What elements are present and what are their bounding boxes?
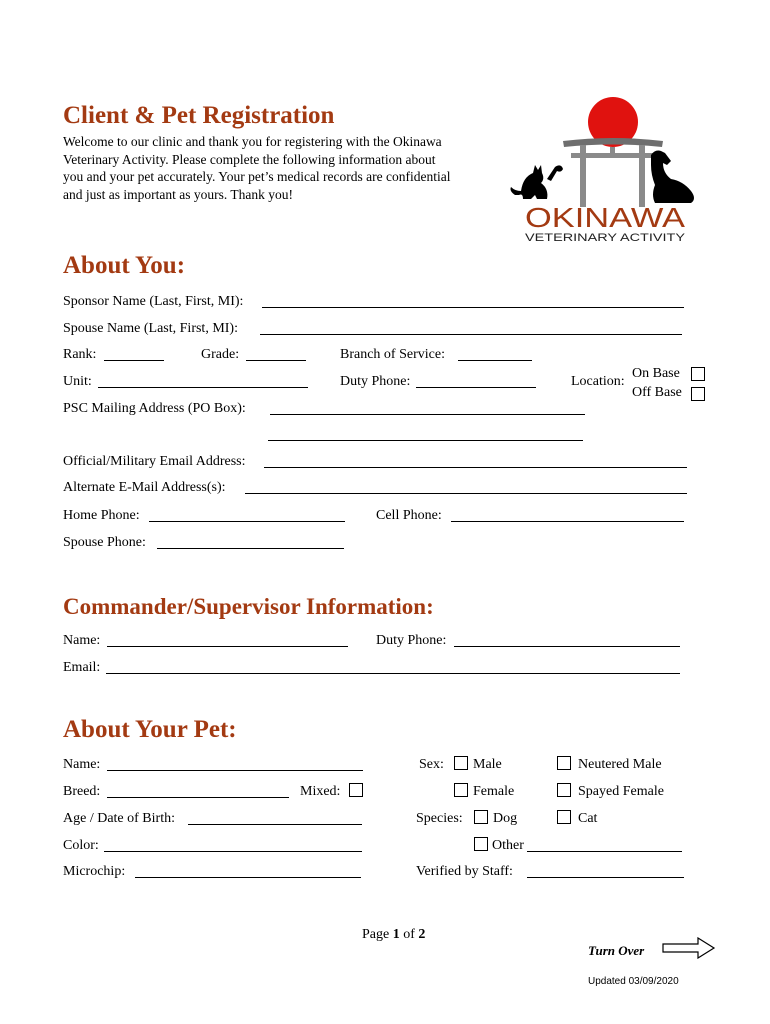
dog-label: Dog — [493, 811, 518, 826]
duty-phone-label: Duty Phone: — [340, 374, 411, 389]
other-checkbox[interactable] — [474, 837, 488, 851]
commander-name-label: Name: — [63, 633, 101, 648]
unit-label: Unit: — [63, 374, 92, 389]
off-base-label: Off Base — [632, 385, 682, 400]
breed-label: Breed: — [63, 784, 101, 799]
color-field[interactable] — [104, 851, 362, 852]
other-species-field[interactable] — [527, 851, 682, 852]
pet-name-field[interactable] — [107, 770, 363, 771]
cat-label: Cat — [578, 811, 598, 826]
alternate-email-label: Alternate E-Mail Address(s): — [63, 480, 226, 495]
on-base-label: On Base — [632, 366, 680, 381]
sponsor-name-field[interactable] — [262, 307, 684, 308]
microchip-label: Microchip: — [63, 864, 126, 879]
branch-label: Branch of Service: — [340, 347, 445, 362]
intro-text — [63, 133, 503, 203]
psc-address-field[interactable] — [270, 414, 585, 415]
page-total: 2 — [418, 927, 426, 942]
dog-icon — [651, 151, 694, 204]
species-label: Species: — [416, 811, 463, 826]
spouse-phone-label: Spouse Phone: — [63, 535, 146, 550]
psc-address-field-2[interactable] — [268, 440, 583, 441]
verified-label: Verified by Staff: — [416, 864, 513, 879]
commander-duty-phone-label: Duty Phone: — [376, 633, 447, 648]
dog-checkbox[interactable] — [474, 810, 488, 824]
color-label: Color: — [63, 838, 99, 853]
verified-field[interactable] — [527, 877, 684, 878]
logo-graphic — [505, 95, 705, 245]
on-base-checkbox[interactable] — [691, 367, 705, 381]
female-label: Female — [473, 784, 515, 799]
location-label: Location: — [571, 374, 625, 389]
about-pet-heading: About Your Pet: — [63, 716, 237, 743]
mixed-checkbox[interactable] — [349, 783, 363, 797]
branch-field[interactable] — [458, 360, 532, 361]
mixed-label: Mixed: — [300, 784, 341, 799]
turn-over-label: Turn Over — [588, 943, 645, 958]
commander-name-field[interactable] — [107, 646, 348, 647]
page-current: 1 — [392, 927, 400, 942]
spouse-phone-field[interactable] — [157, 548, 344, 549]
rank-label: Rank: — [63, 347, 97, 362]
neutered-male-label: Neutered Male — [578, 757, 662, 772]
spayed-female-checkbox[interactable] — [557, 783, 571, 797]
intro-line: you and your pet accurately. Your pet’s medical records are confidential — [63, 169, 451, 184]
commander-heading: Commander/Supervisor Information: — [63, 594, 434, 619]
spouse-name-label: Spouse Name (Last, First, MI): — [63, 321, 238, 336]
other-label: Other — [492, 838, 524, 853]
updated-date: Updated 03/09/2020 — [588, 976, 679, 987]
cat-checkbox[interactable] — [557, 810, 571, 824]
age-field[interactable] — [188, 824, 362, 825]
alternate-email-field[interactable] — [245, 493, 687, 494]
male-label: Male — [473, 757, 502, 772]
cat-icon — [511, 165, 564, 199]
spayed-female-label: Spayed Female — [578, 784, 664, 799]
about-you-heading: About You: — [63, 252, 186, 279]
breed-field[interactable] — [107, 797, 289, 798]
intro-line: Veterinary Activity. Please complete the following information about — [63, 151, 436, 167]
neutered-male-checkbox[interactable] — [557, 756, 571, 770]
sponsor-name-row — [63, 294, 243, 310]
duty-phone-field[interactable] — [416, 387, 536, 388]
logo-subtitle: VETERINARY ACTIVITY — [525, 232, 686, 244]
unit-field[interactable] — [98, 387, 308, 388]
pet-name-label: Name: — [63, 757, 101, 772]
okinawa-vet-logo — [505, 95, 705, 245]
official-email-label: Official/Military Email Address: — [63, 454, 246, 469]
rank-field[interactable] — [104, 360, 164, 361]
home-phone-field[interactable] — [149, 521, 345, 522]
official-email-field[interactable] — [264, 467, 687, 468]
intro-line: and just as important as yours. Thank you! — [63, 186, 293, 202]
cell-phone-label: Cell Phone: — [376, 508, 442, 523]
arrow-right-icon — [662, 937, 716, 964]
spouse-name-field[interactable] — [260, 334, 682, 335]
microchip-field[interactable] — [135, 877, 361, 878]
commander-duty-phone-field[interactable] — [454, 646, 680, 647]
commander-email-field[interactable] — [106, 673, 680, 674]
page-prefix: Page — [362, 927, 390, 942]
commander-email-label: Email: — [63, 660, 101, 675]
grade-label: Grade: — [201, 347, 240, 362]
page-title: Client & Pet Registration — [63, 102, 335, 129]
grade-field[interactable] — [246, 360, 306, 361]
female-checkbox[interactable] — [454, 783, 468, 797]
home-phone-label: Home Phone: — [63, 508, 140, 523]
sponsor-name-label: Sponsor Name (Last, First, MI): — [63, 294, 244, 309]
off-base-checkbox[interactable] — [691, 387, 705, 401]
cell-phone-field[interactable] — [451, 521, 684, 522]
torii-gate-icon — [563, 138, 663, 207]
page-number — [362, 927, 425, 943]
male-checkbox[interactable] — [454, 756, 468, 770]
age-label: Age / Date of Birth: — [63, 811, 175, 826]
intro-line: Welcome to our clinic and thank you for registering with the Okinawa — [63, 134, 442, 149]
logo-name: OKINAWA — [525, 202, 686, 233]
page-of: of — [403, 927, 415, 942]
sex-label: Sex: — [419, 757, 444, 772]
psc-address-label: PSC Mailing Address (PO Box): — [63, 401, 246, 416]
